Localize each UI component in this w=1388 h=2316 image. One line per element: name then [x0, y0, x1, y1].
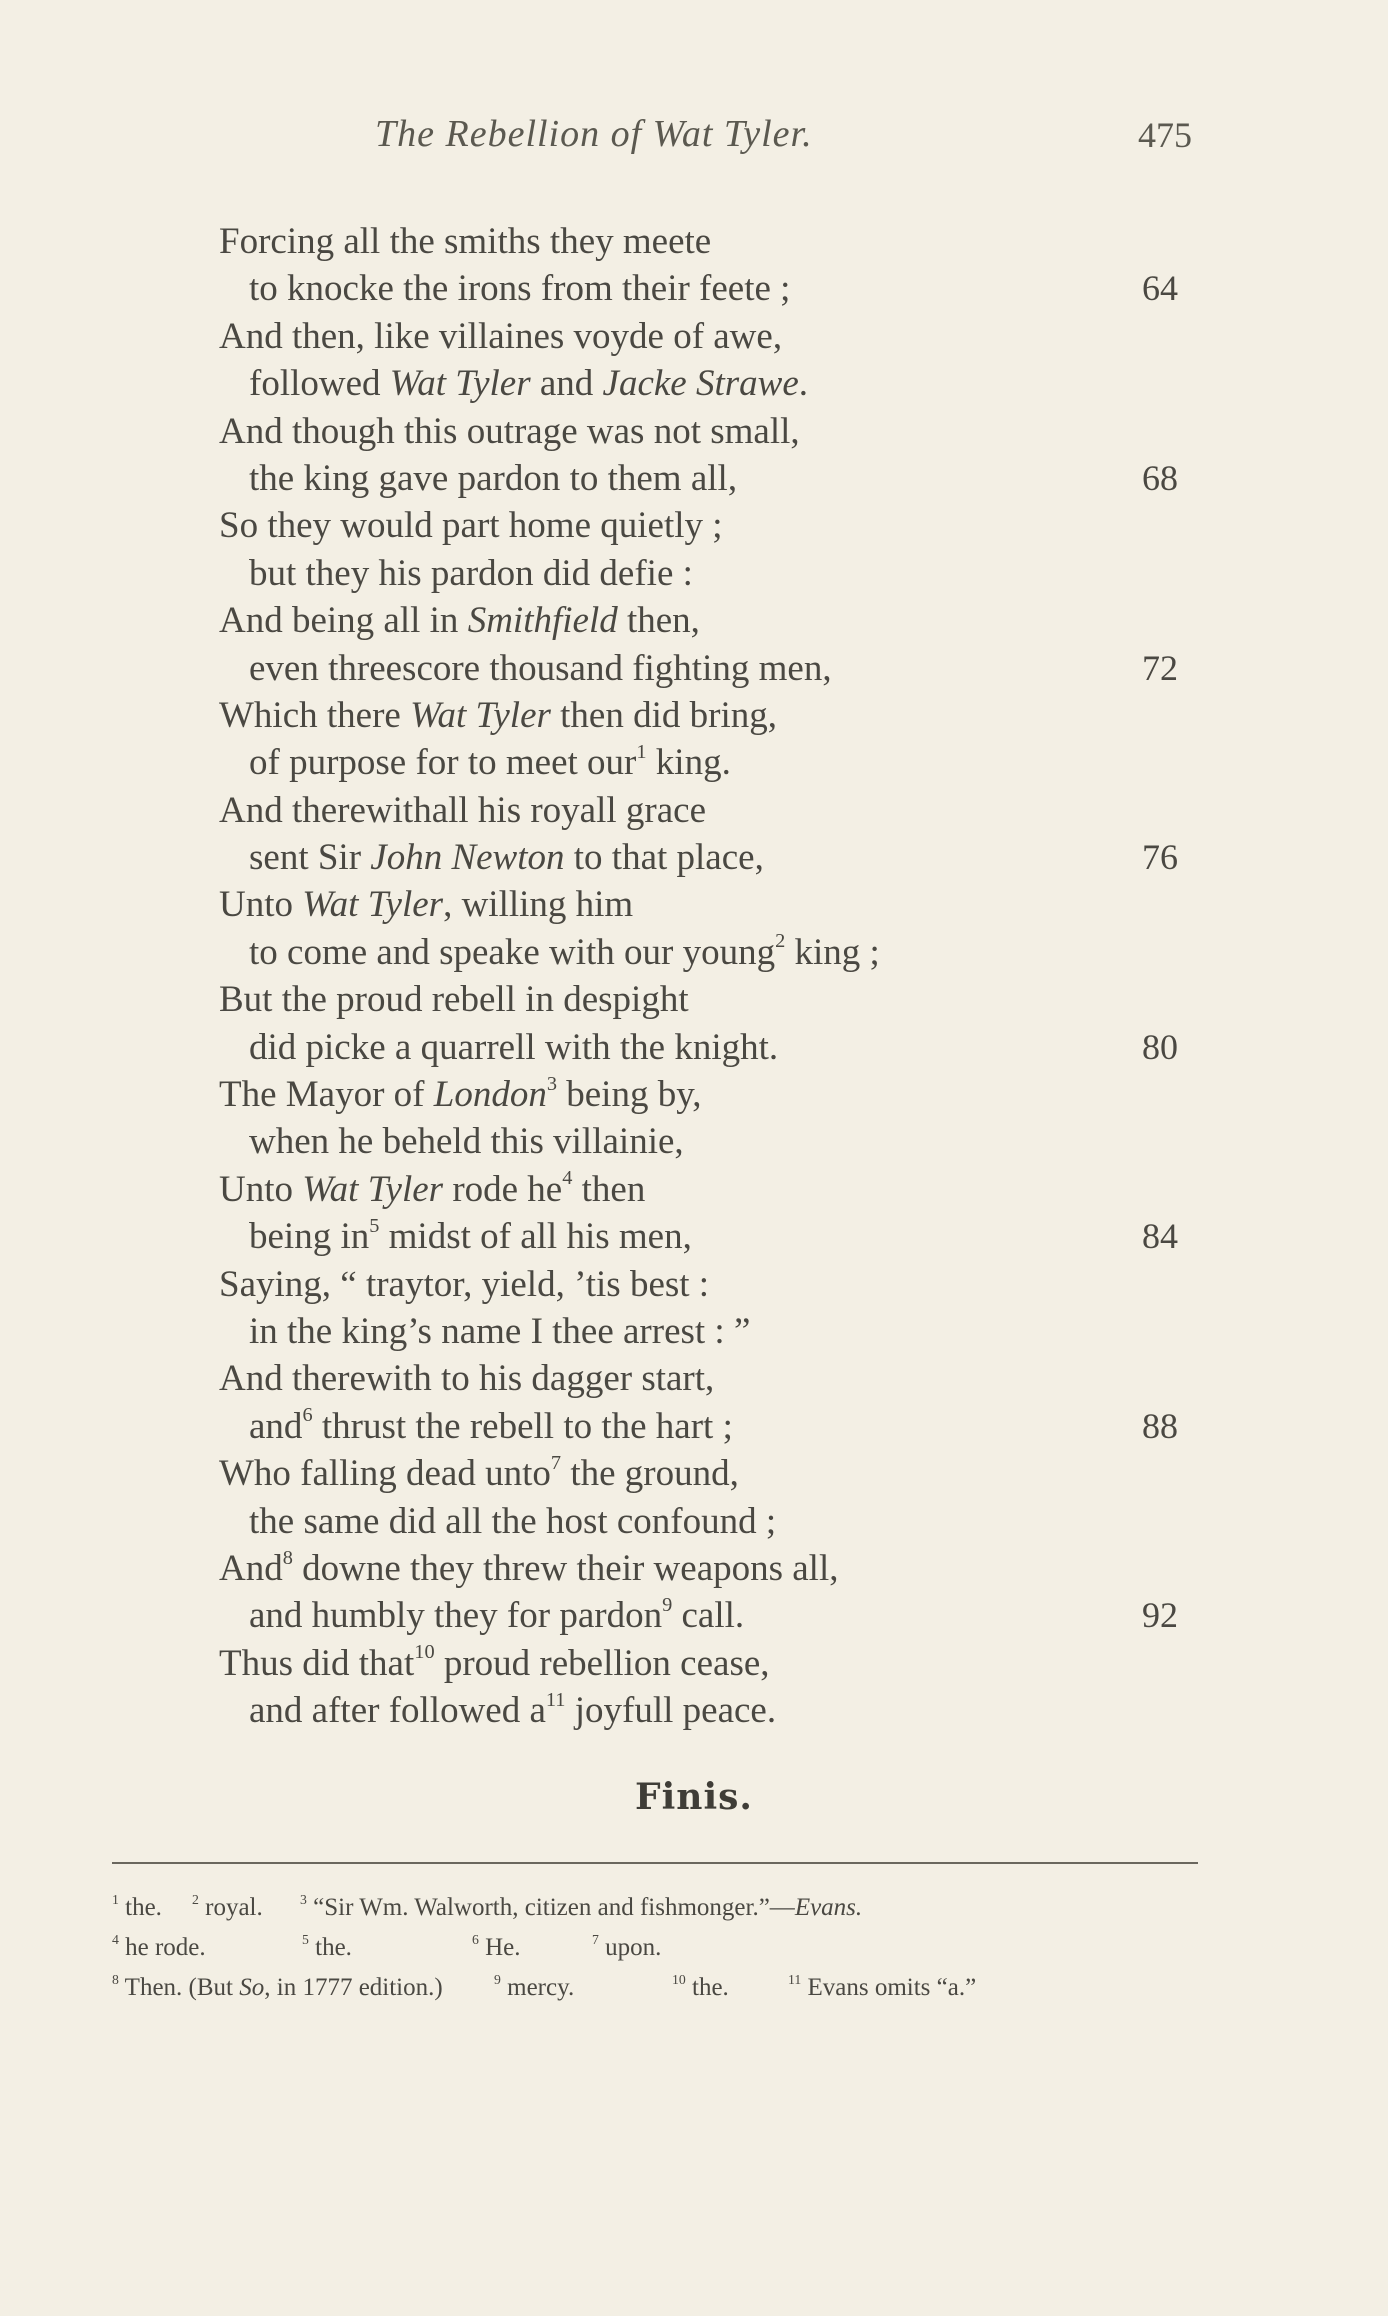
footnote-marker: 2	[775, 930, 786, 953]
verse-line-text	[219, 1071, 702, 1118]
verse-line	[0, 455, 1388, 502]
verse-text-part: to come and speake with our young	[249, 931, 776, 973]
footnote-marker: 7	[550, 1451, 562, 1474]
footnote-marker: 9	[662, 1593, 673, 1616]
italic-name: John Newton	[370, 837, 565, 879]
verse-line-text: in the king’s name I thee arrest : ”	[249, 1310, 751, 1352]
verse-text-part: and after followed a	[249, 1690, 546, 1732]
verse-line-text	[249, 1403, 733, 1450]
footnote-marker: 11	[545, 1688, 566, 1711]
verse-line	[0, 1687, 1388, 1734]
verse-line-text: And therewith to his dagger start,	[219, 1358, 715, 1400]
line-number: 88	[1142, 1405, 1178, 1446]
verse-text-part: midst of all his men,	[379, 1216, 692, 1258]
footnote-divider	[112, 1862, 1198, 1864]
verse-line-text: Saying, “ traytor, yield, ’tis best :	[219, 1263, 710, 1305]
footnote-text: the.	[308, 1934, 352, 1961]
footnote-line	[112, 1928, 1232, 1968]
verse-line	[0, 1071, 1388, 1118]
italic-name: Smithfield	[467, 600, 618, 642]
verse-text-part: sent Sir	[249, 837, 371, 879]
verse-line	[0, 218, 1388, 265]
italic-name: London	[433, 1074, 547, 1116]
verse-line	[0, 1024, 1388, 1071]
verse-text-part: followed	[249, 363, 390, 405]
verse-line-text: when he beheld this villainie,	[249, 1121, 684, 1163]
footnote-text: upon.	[598, 1934, 662, 1961]
footnote-number: 5	[302, 1931, 309, 1947]
footnote-number: 1	[112, 1891, 119, 1907]
footnotes	[112, 1888, 1232, 2008]
verse-line-text	[219, 1166, 645, 1213]
line-number: 68	[1142, 457, 1178, 498]
verse-line-text: the king gave pardon to them all,	[249, 457, 738, 499]
footnote	[300, 1888, 862, 1928]
footnote-marker: 8	[282, 1546, 293, 1569]
line-number: 64	[1142, 268, 1178, 309]
verse-line	[0, 1261, 1388, 1308]
verse-text-part: being by,	[557, 1074, 702, 1116]
verse-text-part: of purpose for to meet our	[249, 742, 637, 784]
footnote	[494, 1968, 574, 2008]
verse-line-text: the same did all the host confound ;	[249, 1500, 777, 1542]
verse-line	[0, 976, 1388, 1023]
line-number: 84	[1142, 1216, 1178, 1257]
footnote-number: 10	[672, 1971, 686, 1987]
poem-verse	[0, 218, 1388, 1735]
verse-text-part: The Mayor of	[219, 1074, 434, 1116]
verse-line	[0, 502, 1388, 549]
verse-line	[0, 550, 1388, 597]
footnote-marker: 10	[414, 1641, 435, 1664]
verse-line-text	[219, 1640, 770, 1687]
line-number: 76	[1142, 837, 1178, 878]
verse-text-part: being in	[249, 1216, 370, 1258]
verse-line	[0, 1498, 1388, 1545]
verse-line-text	[219, 1545, 839, 1592]
verse-line	[0, 1450, 1388, 1497]
footnote-marker: 3	[546, 1072, 557, 1095]
verse-line-text: And therewithall his royall grace	[219, 789, 706, 831]
footnote-number: 9	[494, 1971, 501, 1987]
verse-line	[0, 881, 1388, 928]
verse-text-part: then,	[617, 600, 700, 642]
verse-text-part: the ground,	[561, 1453, 739, 1495]
verse-text-part: call.	[672, 1595, 745, 1637]
verse-line	[0, 1118, 1388, 1165]
verse-text-part: , willing him	[443, 884, 634, 926]
verse-line-text	[249, 1592, 744, 1639]
verse-text-part: And	[219, 1547, 283, 1589]
footnote-number: 2	[192, 1891, 199, 1907]
verse-text-part: and	[249, 1405, 303, 1447]
italic-name: Wat Tyler	[302, 1168, 444, 1210]
verse-line-text	[249, 360, 808, 407]
verse-line-text	[249, 929, 880, 976]
line-number: 72	[1142, 647, 1178, 688]
verse-text-part: rode he	[443, 1168, 563, 1210]
verse-line	[0, 1308, 1388, 1355]
footnote	[192, 1888, 263, 1928]
verse-line-text: Forcing all the smiths they meete	[219, 221, 712, 262]
verse-text-part: then	[572, 1168, 646, 1210]
verse-line-text	[249, 1213, 692, 1260]
footnote-marker: 1	[636, 740, 647, 763]
verse-line	[0, 929, 1388, 976]
italic-name: Wat Tyler	[410, 694, 551, 736]
verse-line-text: even threescore thousand fighting men,	[249, 647, 832, 689]
footnote-text: He.	[478, 1934, 521, 1961]
footnote-number: 11	[788, 1971, 802, 1987]
verse-line-text: But the proud rebell in despight	[219, 979, 689, 1021]
verse-line-text: So they would part home quietly ;	[219, 505, 723, 547]
verse-line	[0, 692, 1388, 739]
footnote-text: the.	[685, 1974, 729, 2001]
footnote-text: royal.	[198, 1894, 263, 1921]
footnote-text: the.	[118, 1894, 162, 1921]
verse-line	[0, 360, 1388, 407]
verse-line	[0, 645, 1388, 692]
verse-line	[0, 1166, 1388, 1213]
footnote-marker: 4	[562, 1167, 573, 1190]
verse-text-part: thrust the rebell to the hart ;	[312, 1405, 733, 1447]
verse-text-part: and humbly they for pardon	[249, 1595, 663, 1637]
footnote-marker: 6	[302, 1404, 313, 1427]
line-number: 80	[1142, 1026, 1178, 1067]
verse-line	[0, 834, 1388, 881]
verse-text-part: And being all in	[219, 600, 468, 642]
verse-line-text	[249, 834, 764, 881]
line-number: 92	[1142, 1595, 1178, 1636]
verse-line-text: but they his pardon did defie :	[249, 552, 693, 594]
verse-text-part: and	[530, 363, 603, 405]
verse-line	[0, 1592, 1388, 1639]
running-head-title: The Rebellion of Wat Tyler.	[375, 113, 813, 155]
verse-line-text: And then, like villaines voyde of awe,	[219, 315, 783, 357]
footnote-number: 3	[300, 1891, 307, 1907]
footnote-text: mercy.	[500, 1974, 575, 2001]
verse-line-text	[219, 881, 633, 928]
footnote-number: 4	[112, 1931, 119, 1947]
verse-text-part: Who falling dead unto	[219, 1453, 551, 1495]
verse-line	[0, 1213, 1388, 1260]
verse-line	[0, 408, 1388, 455]
footnote-text: Evans omits “a.”	[801, 1974, 977, 2001]
footnote-text: Then. (But	[118, 1974, 240, 2001]
footnote	[592, 1928, 661, 1968]
footnote-marker: 5	[369, 1214, 380, 1237]
verse-line	[0, 1403, 1388, 1450]
verse-line	[0, 1640, 1388, 1687]
footnote	[112, 1888, 162, 1928]
verse-line	[0, 1545, 1388, 1592]
footnote	[672, 1968, 729, 2008]
verse-line	[0, 313, 1388, 360]
footnote-text: he rode.	[118, 1934, 206, 1961]
verse-text-part: to that place,	[564, 837, 764, 879]
footnote-number: 7	[592, 1931, 599, 1947]
footnote	[788, 1968, 976, 2008]
verse-line	[0, 265, 1388, 312]
footnote-line	[112, 1888, 1232, 1928]
verse-line	[0, 597, 1388, 644]
verse-text-part: king.	[646, 742, 731, 784]
page-number: 475	[1138, 115, 1192, 155]
verse-text-part: Unto	[219, 1168, 303, 1210]
footnote-italic: So	[239, 1974, 265, 2001]
verse-text-part: then did bring,	[550, 694, 777, 736]
verse-line	[0, 1355, 1388, 1402]
footnote-italic: Evans.	[794, 1894, 863, 1921]
finis-label: Finis.	[635, 1776, 753, 1818]
verse-text-part: downe they threw their weapons all,	[292, 1547, 839, 1589]
footnote-number: 6	[472, 1931, 479, 1947]
verse-line-text	[219, 692, 777, 739]
verse-text-part: king ;	[785, 931, 880, 973]
verse-line-text	[219, 597, 700, 644]
italic-name: Jacke Strawe	[602, 363, 799, 405]
footnote	[112, 1968, 443, 2008]
verse-text-part: Unto	[219, 884, 303, 926]
verse-text-part: .	[798, 363, 809, 405]
verse-text-part: Thus did that	[219, 1642, 415, 1684]
verse-text-part: Which there	[219, 694, 411, 736]
footnote-text: , in 1777 edition.)	[264, 1974, 443, 2001]
italic-name: Wat Tyler	[389, 363, 531, 405]
verse-line-text: did picke a quarrell with the knight.	[249, 1026, 779, 1068]
verse-text-part: joyfull peace.	[565, 1690, 777, 1732]
verse-line	[0, 787, 1388, 834]
footnote	[302, 1928, 352, 1968]
verse-line-text	[249, 1687, 776, 1734]
verse-line-text	[249, 739, 731, 786]
verse-text-part: proud rebellion cease,	[434, 1642, 770, 1684]
verse-line-text	[219, 1450, 739, 1497]
footnote-line	[112, 1968, 1232, 2008]
verse-line	[0, 739, 1388, 786]
footnote	[472, 1928, 521, 1968]
verse-line-text: to knocke the irons from their feete ;	[249, 268, 791, 310]
verse-line-text: And though this outrage was not small,	[219, 410, 800, 452]
footnote-text: “Sir Wm. Walworth, citizen and fishmonger.”—	[306, 1894, 795, 1921]
italic-name: Wat Tyler	[302, 884, 444, 926]
footnote	[112, 1928, 206, 1968]
footnote-number: 8	[112, 1971, 119, 1987]
